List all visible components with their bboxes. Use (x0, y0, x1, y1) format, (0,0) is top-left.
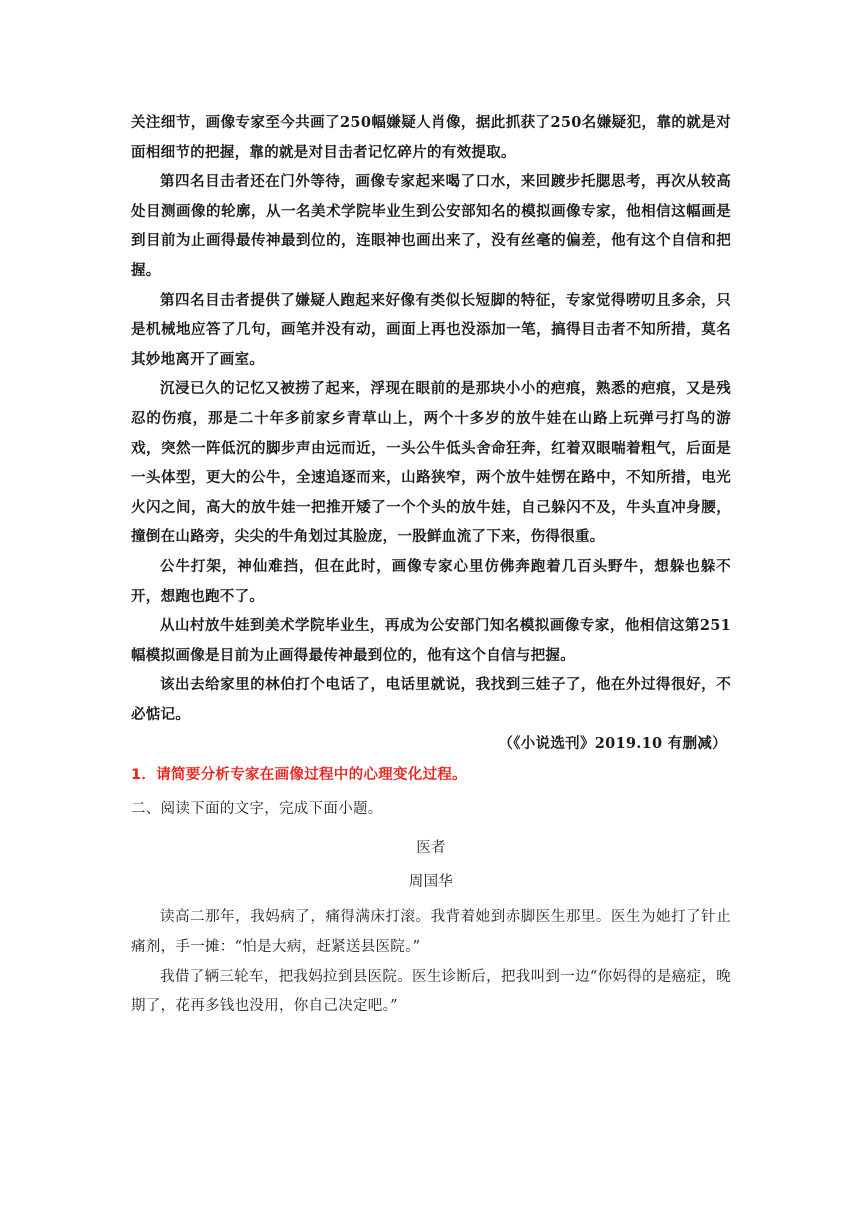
section-two-heading: 二、阅读下面的文字，完成下面小题。 (131, 800, 383, 817)
question-one: 1．请简要分析专家在画像过程中的心理变化过程。 (131, 767, 467, 784)
story-two (131, 903, 731, 1021)
story-paragraph: 第四名目击者还在门外等待，画像专家起来喝了口水，来回踱步托腮思考，再次从较高处目测画像的轮廓，从一名美术学院毕业生到公安部知名的模拟画像专家，他相信这幅画是到目前为止画得最传神最到位的，连眼神也画出来了，没有丝毫的偏差，他有这个自信和把握。 (131, 173, 731, 279)
story-paragraph: 从山村放牛娃到美术学院毕业生，再成为公安部门知名模拟画像专家，他相信这第251幅模拟画像是目前为止画得最传神最到位的，他有这个自信与把握。 (131, 617, 731, 664)
story-one (131, 108, 731, 759)
story-paragraph: 第四名目击者提供了嫌疑人跑起来好像有类似长短脚的特征，专家觉得唠叨且多余，只是机械地应答了几句，画笔并没有动，画面上再也没添加一笔，搞得目击者不知所措，莫名其妙地离开了画室。 (131, 291, 731, 368)
story-source: （《小说选刊》2019.10 有删减） (498, 735, 727, 753)
story-paragraph: 我借了辆三轮车，把我妈拉到县医院。医生诊断后，把我叫到一边“你妈得的是癌症，晚期了，花再多钱也没用，你自己决定吧。” (131, 968, 731, 1015)
story-two-title: 医者 (416, 840, 446, 857)
story-paragraph: 沉浸已久的记忆又被捞了起来，浮现在眼前的是那块小小的疤痕，熟悉的疤痕，又是残忍的伤痕，那是二十年多前家乡青草山上，两个十多岁的放牛娃在山路上玩弹弓打鸟的游戏，突然一阵低沉的脚步声由远而近，一头公牛低头舍命狂奔，红着双眼喘着粗气，后面是一头体型，更大的公牛，全速追逐而来，山路狭窄，两个放牛娃愣在路中，不知所措，电光火闪之间，高大的放牛娃一把推开矮了一个个头的放牛娃，自己躲闪不及，牛头直冲身腰，撞倒在山路旁，尖尖的牛角划过其脸庞，一股鲜血流了下来，伤得很重。 (131, 380, 731, 546)
story-paragraph: 公牛打架，神仙难挡，但在此时，画像专家心里仿佛奔跑着几百头野牛，想躲也躲不开，想跑也跑不了。 (131, 557, 731, 605)
story-paragraph: 读高二那年，我妈病了，痛得满床打滚。我背着她到赤脚医生那里。医生为她打了针止痛剂，手一摊：“怕是大病，赶紧送县医院。” (131, 909, 731, 956)
document-content (131, 108, 731, 1022)
story-two-author: 周国华 (408, 873, 454, 890)
story-paragraph: 关注细节，画像专家至今共画了250幅嫌疑人肖像，据此抓获了250名嫌疑犯，靠的就是对面相细节的把握，靠的就是对目击者记忆碎片的有效提取。 (131, 114, 731, 161)
story-paragraph: 该出去给家里的林伯打个电话了，电话里就说，我找到三娃子了，他在外过得很好，不必惦记。 (131, 676, 731, 723)
